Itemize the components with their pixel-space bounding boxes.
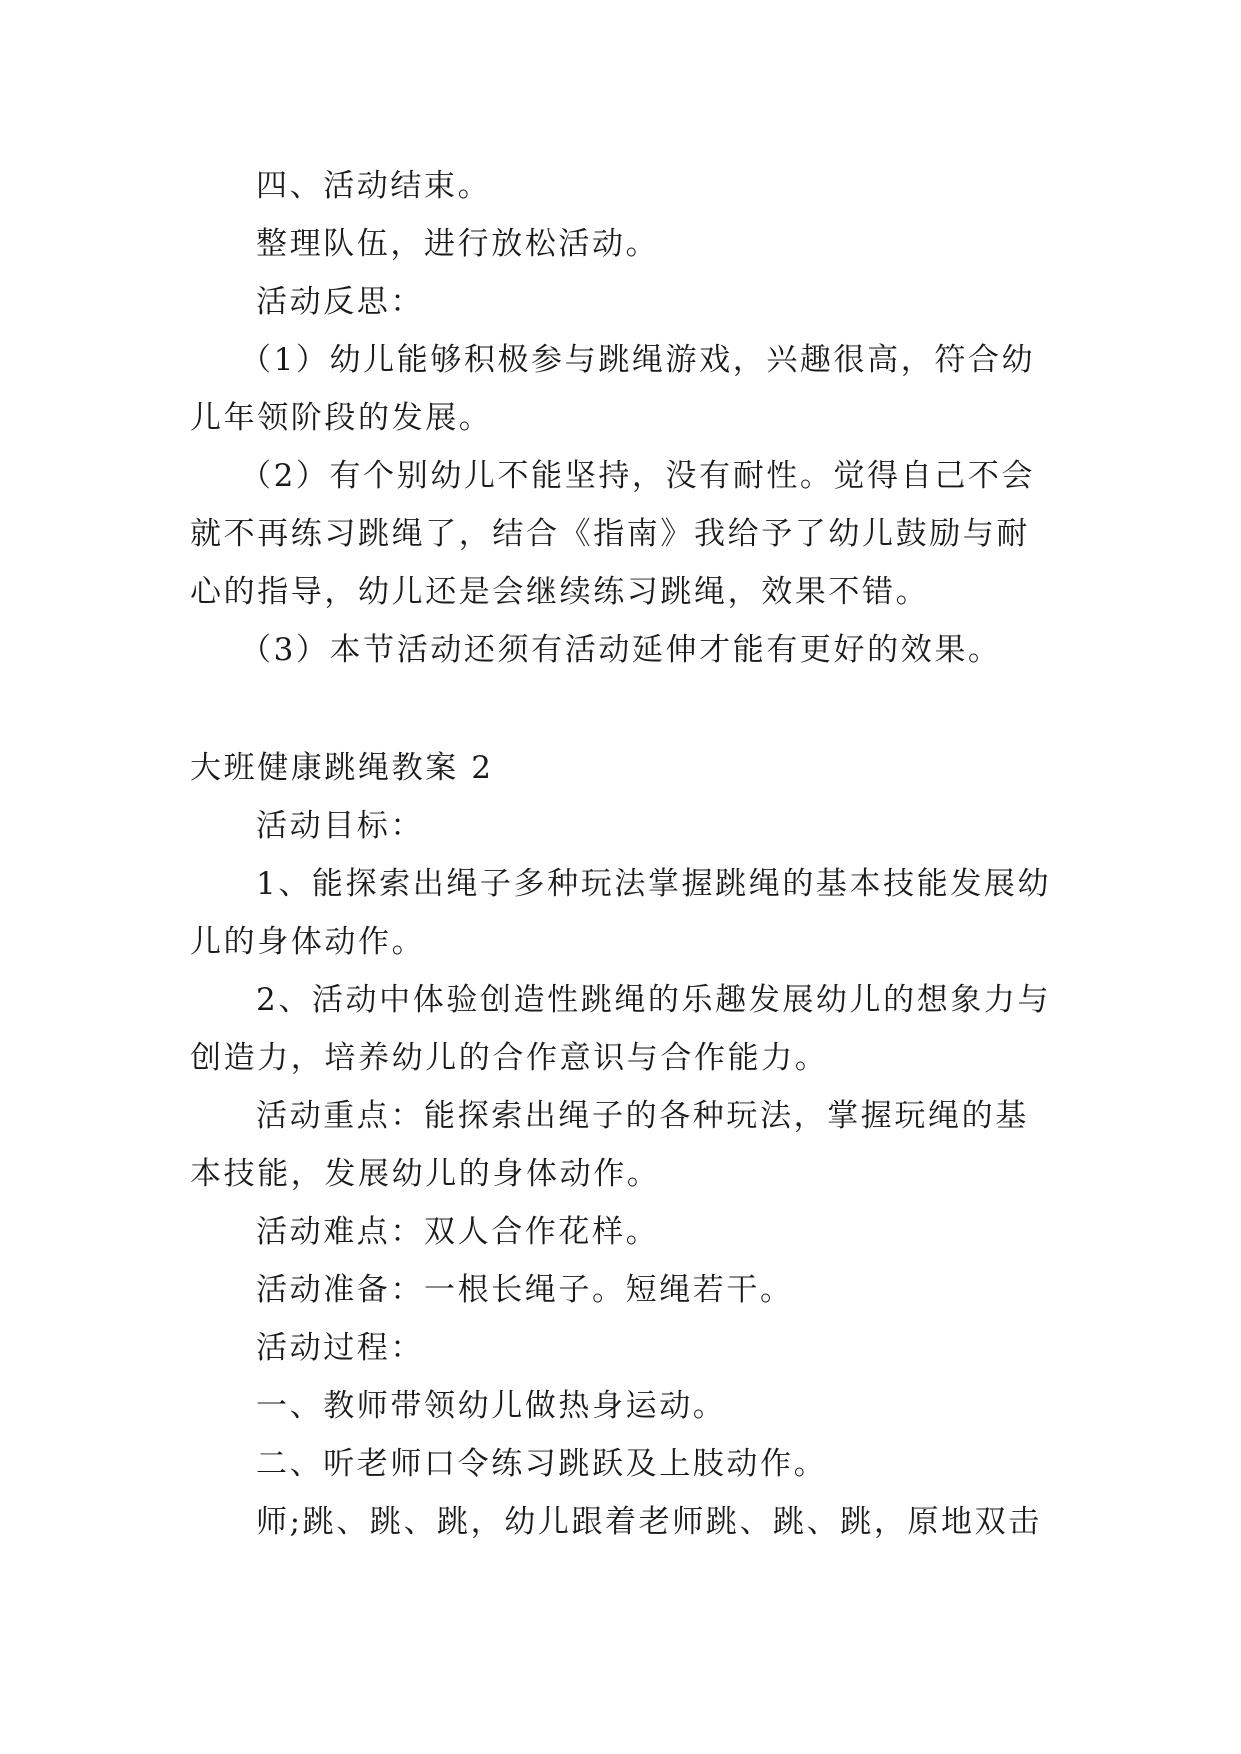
paragraph-step-2: 二、听老师口令练习跳跃及上肢动作。	[256, 1446, 828, 1482]
paragraph-step-1: 一、教师带领幼儿做热身运动。	[256, 1388, 727, 1424]
paragraph-relax: 整理队伍，进行放松活动。	[256, 226, 660, 262]
paragraph-reflection-3: （3）本节活动还须有活动延伸才能有更好的效果。	[240, 632, 1002, 668]
section-gap	[190, 679, 1056, 739]
paragraph-goal-2: 2、活动中体验创造性跳绳的乐趣发展幼儿的想象力与创造力，培养幼儿的合作意识与合作能力。	[190, 982, 1052, 1076]
paragraph-activity-end: 四、活动结束。	[256, 168, 492, 204]
paragraph-preparation: 活动准备：一根长绳子。短绳若干。	[256, 1272, 794, 1308]
paragraph-process-title: 活动过程：	[256, 1330, 424, 1366]
paragraph-reflection-1: （1）幼儿能够积极参与跳绳游戏，兴趣很高，符合幼儿年领阶段的发展。	[190, 342, 1036, 436]
section-heading: 大班健康跳绳教案 2	[190, 750, 494, 786]
paragraph-goals-title: 活动目标：	[256, 808, 424, 844]
paragraph-key-point: 活动重点：能探索出绳子的各种玩法，掌握玩绳的基本技能，发展幼儿的身体动作。	[190, 1098, 1029, 1192]
paragraph-difficulty: 活动难点：双人合作花样。	[256, 1214, 660, 1250]
document-body	[190, 157, 1056, 1551]
paragraph-reflection-2: （2）有个别幼儿不能坚持，没有耐性。觉得自己不会就不再练习跳绳了，结合《指南》我给予了幼儿鼓励与耐心的指导，幼儿还是会继续练习跳绳，效果不错。	[190, 458, 1036, 610]
paragraph-reflection-title: 活动反思：	[256, 284, 424, 320]
paragraph-teacher-jump: 师;跳、跳、跳，幼儿跟着老师跳、跳、跳，原地双击	[256, 1504, 1042, 1540]
paragraph-goal-1: 1、能探索出绳子多种玩法掌握跳绳的基本技能发展幼儿的身体动作。	[190, 866, 1052, 960]
